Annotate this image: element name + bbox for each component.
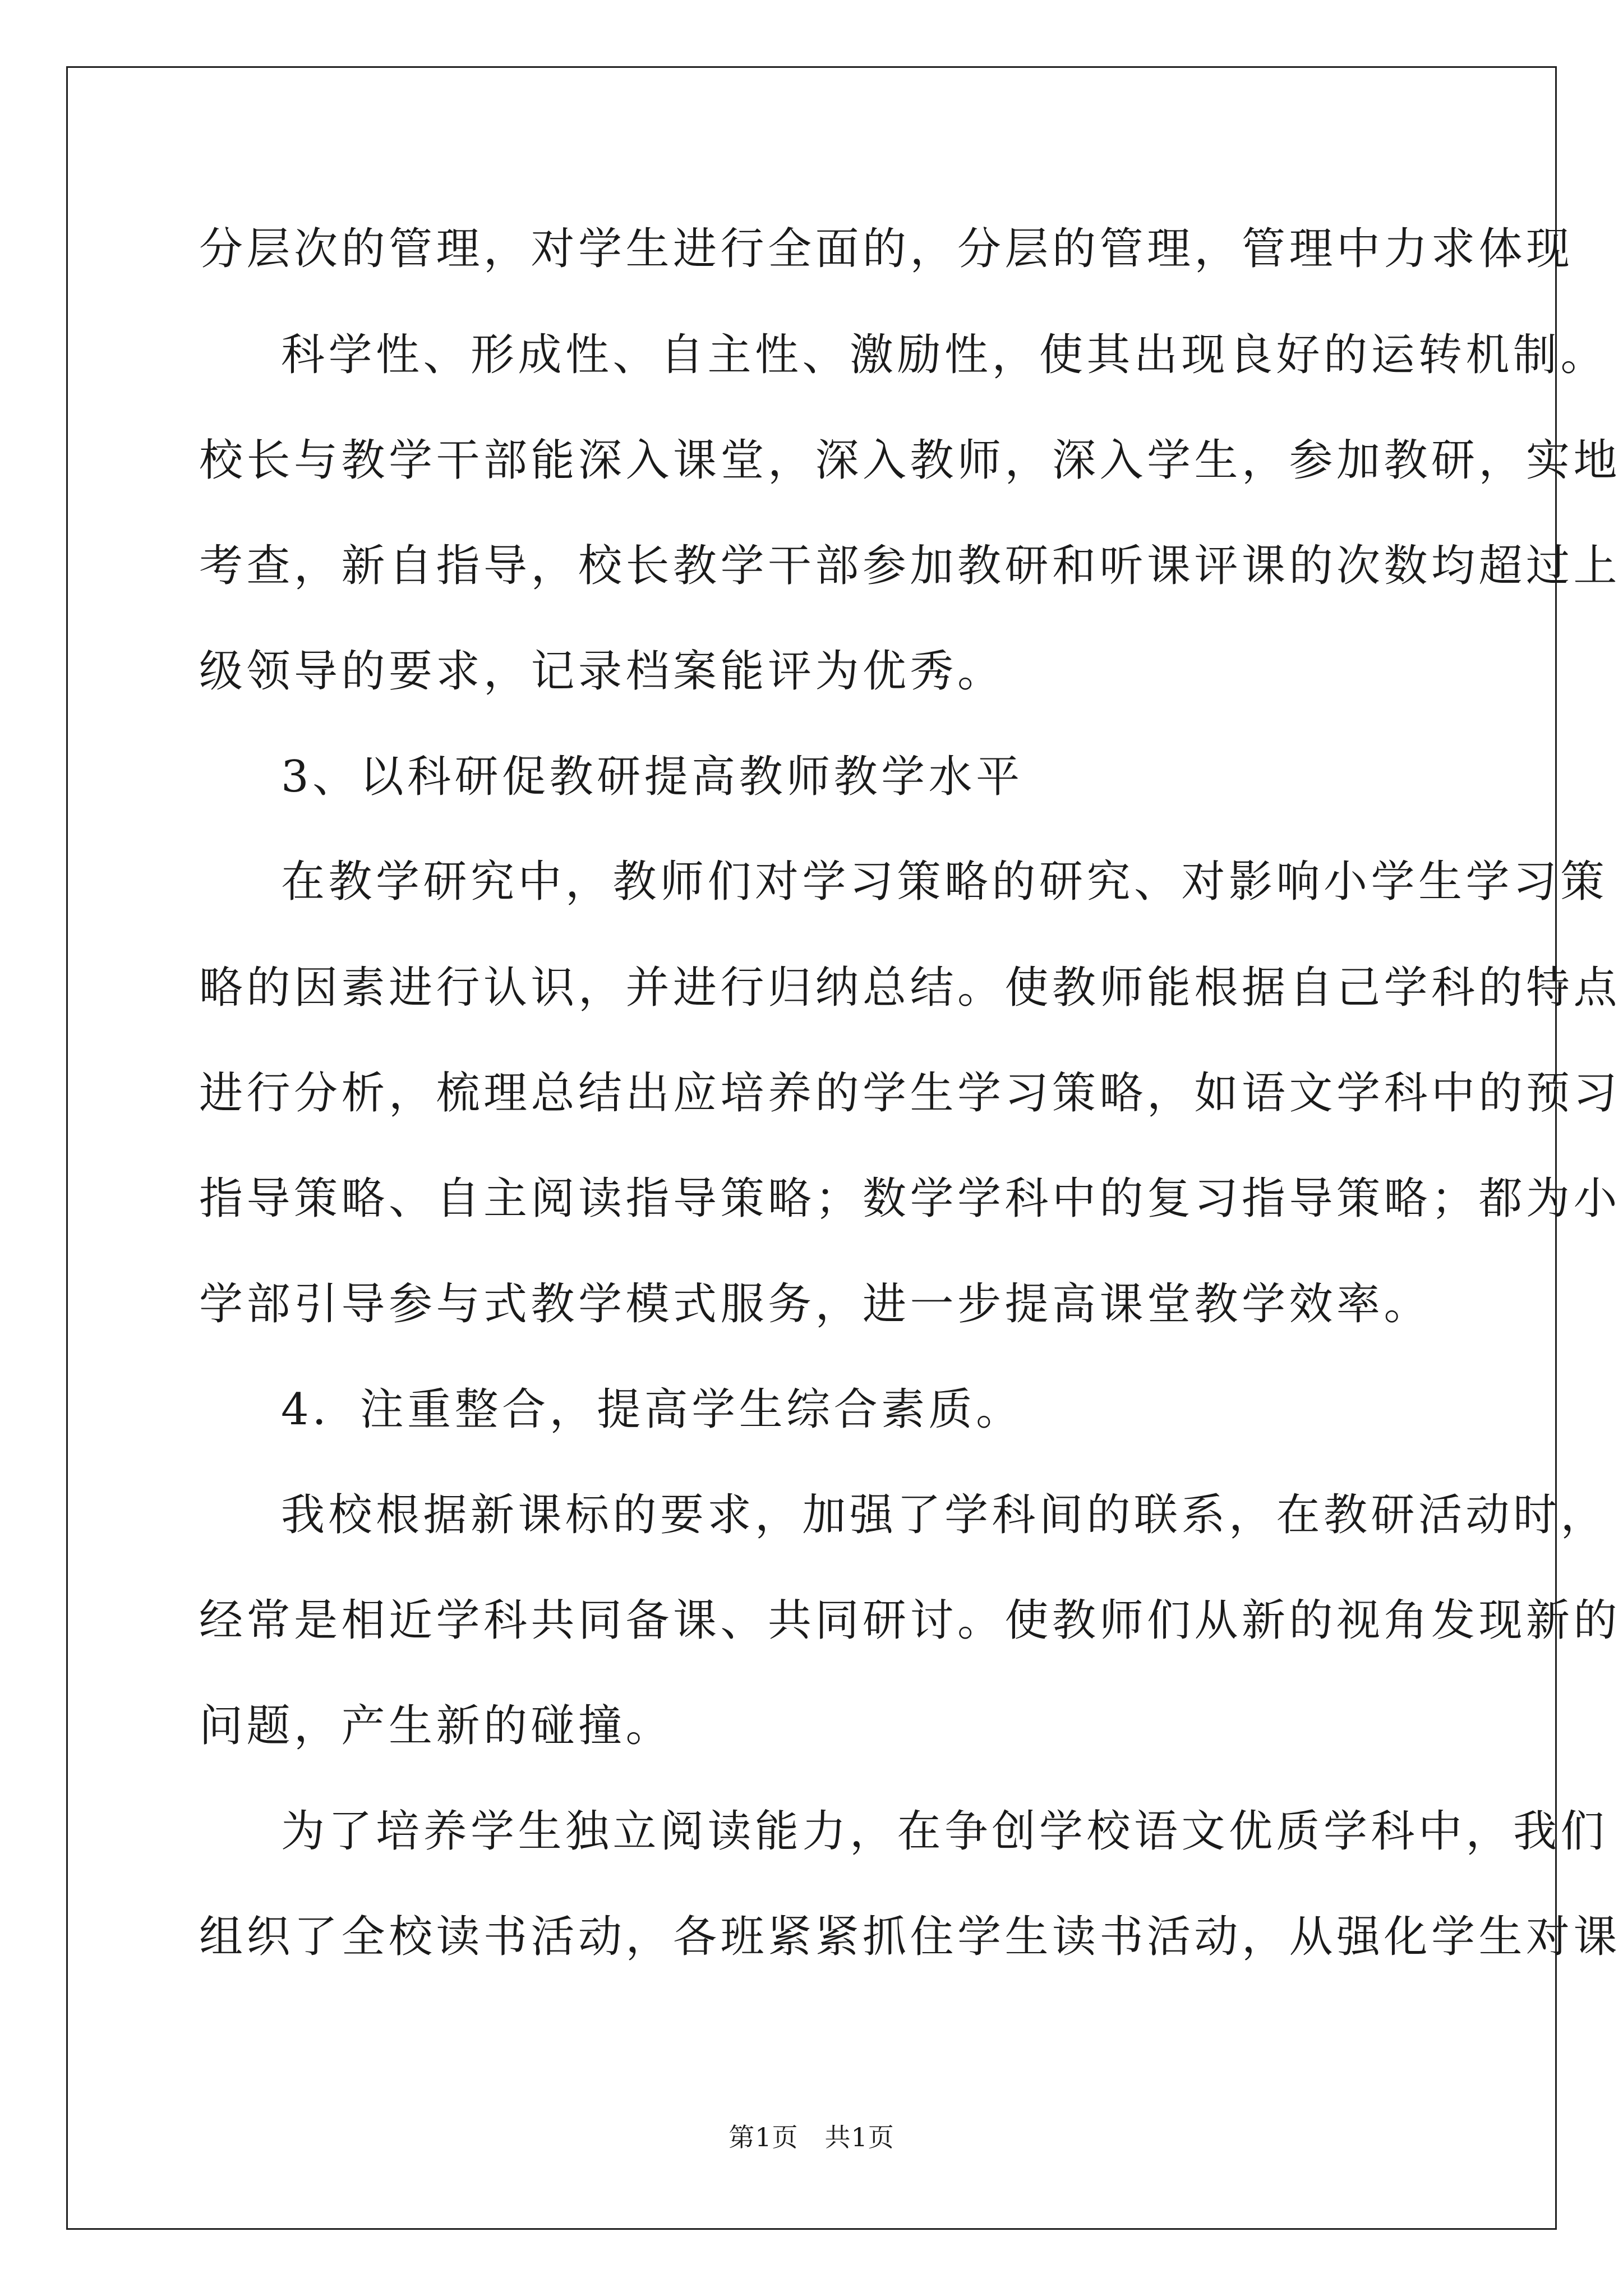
text-line-17: 组织了全校读书活动，各班紧紧抓住学生读书活动，从强化学生对课 bbox=[199, 1912, 1621, 1962]
page-number-footer: 第1页 共1页 bbox=[728, 2122, 895, 2152]
text-line-4: 考查，新自指导，校长教学干部参加教研和听课评课的次数均超过上 bbox=[199, 541, 1621, 591]
text-line-11: 学部引导参与式教学模式服务，进一步提高课堂教学效率。 bbox=[199, 1279, 1432, 1329]
text-line-14: 经常是相近学科共同备课、共同研讨。使教师们从新的视角发现新的 bbox=[199, 1595, 1621, 1646]
text-line-5: 级领导的要求，记录档案能评为优秀。 bbox=[199, 646, 1005, 697]
text-line-9: 进行分析，梳理总结出应培养的学生学习策略，如语文学科中的预习 bbox=[199, 1068, 1621, 1119]
text-line-8: 略的因素进行认识，并进行归纳总结。使教师能根据自己学科的特点 bbox=[199, 963, 1621, 1013]
text-line-2: 科学性、形成性、自主性、激励性，使其出现良好的运转机制。 bbox=[281, 330, 1608, 380]
section-heading-4: 4．注重整合，提高学生综合素质。 bbox=[281, 1384, 1023, 1435]
text-line-13: 我校根据新课标的要求，加强了学科间的联系，在教研活动时， bbox=[281, 1490, 1608, 1540]
text-line-3: 校长与教学干部能深入课堂，深入教师，深入学生，参加教研，实地 bbox=[199, 435, 1621, 486]
text-line-15: 问题，产生新的碰撞。 bbox=[199, 1701, 674, 1751]
text-line-10: 指导策略、自主阅读指导策略；数学学科中的复习指导策略；都为小 bbox=[199, 1174, 1621, 1224]
text-line-7: 在教学研究中，教师们对学习策略的研究、对影响小学生学习策 bbox=[281, 857, 1608, 907]
text-line-16: 为了培养学生独立阅读能力，在争创学校语文优质学科中，我们 bbox=[281, 1806, 1608, 1857]
section-heading-3: 3、以科研促教研提高教师教学水平 bbox=[281, 752, 1023, 802]
text-line-1: 分层次的管理，对学生进行全面的，分层的管理，管理中力求体现 bbox=[199, 224, 1574, 274]
page-border bbox=[66, 66, 1557, 2230]
